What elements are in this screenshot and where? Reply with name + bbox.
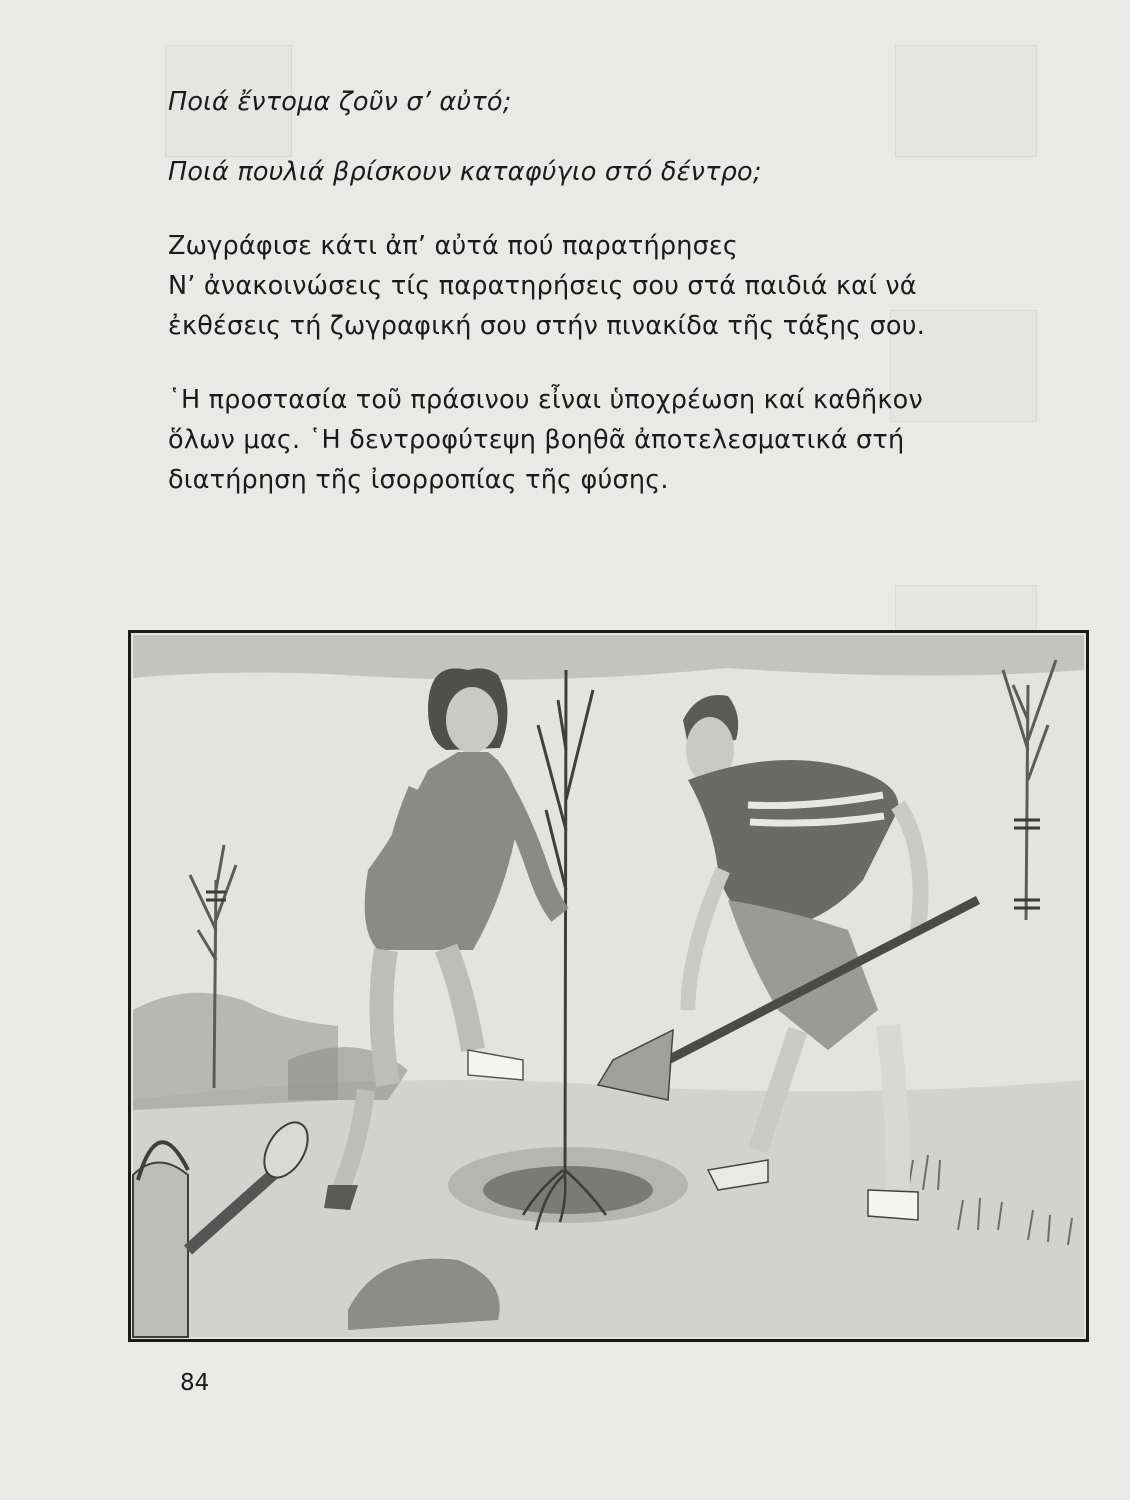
question-insects: Ποιά ἔντομα ζοῦν σ’ αὐτό; <box>168 87 512 117</box>
bleed-through-box <box>895 45 1037 157</box>
question-birds: Ποιά πουλιά βρίσκουν καταφύγιο στό δέντρο; <box>168 157 762 187</box>
instruction-line: ἐκθέσεις τή ζωγραφική σου στήν πινακίδα τῆς τάξης σου. <box>168 311 925 341</box>
conclusion-line: ῾Η προστασία τοῦ πράσινου εἶναι ὑποχρέωση καί καθῆκον <box>168 385 923 415</box>
page-number: 84 <box>180 1370 210 1396</box>
conclusion-line: ὅλων μας. ῾Η δεντροφύτεψη βοηθᾶ ἀποτελεσματικά στή <box>168 425 905 455</box>
tree-planting-illustration <box>128 630 1089 1342</box>
instruction-line: Ζωγράφισε κάτι ἀπ’ αὐτά πού παρατήρησες <box>168 231 739 261</box>
conclusion-line: διατήρηση τῆς ἰσορροπίας τῆς φύσης. <box>168 465 669 495</box>
instruction-line: Ν’ ἀνακοινώσεις τίς παρατηρήσεις σου στά παιδιά καί νά <box>168 271 917 301</box>
